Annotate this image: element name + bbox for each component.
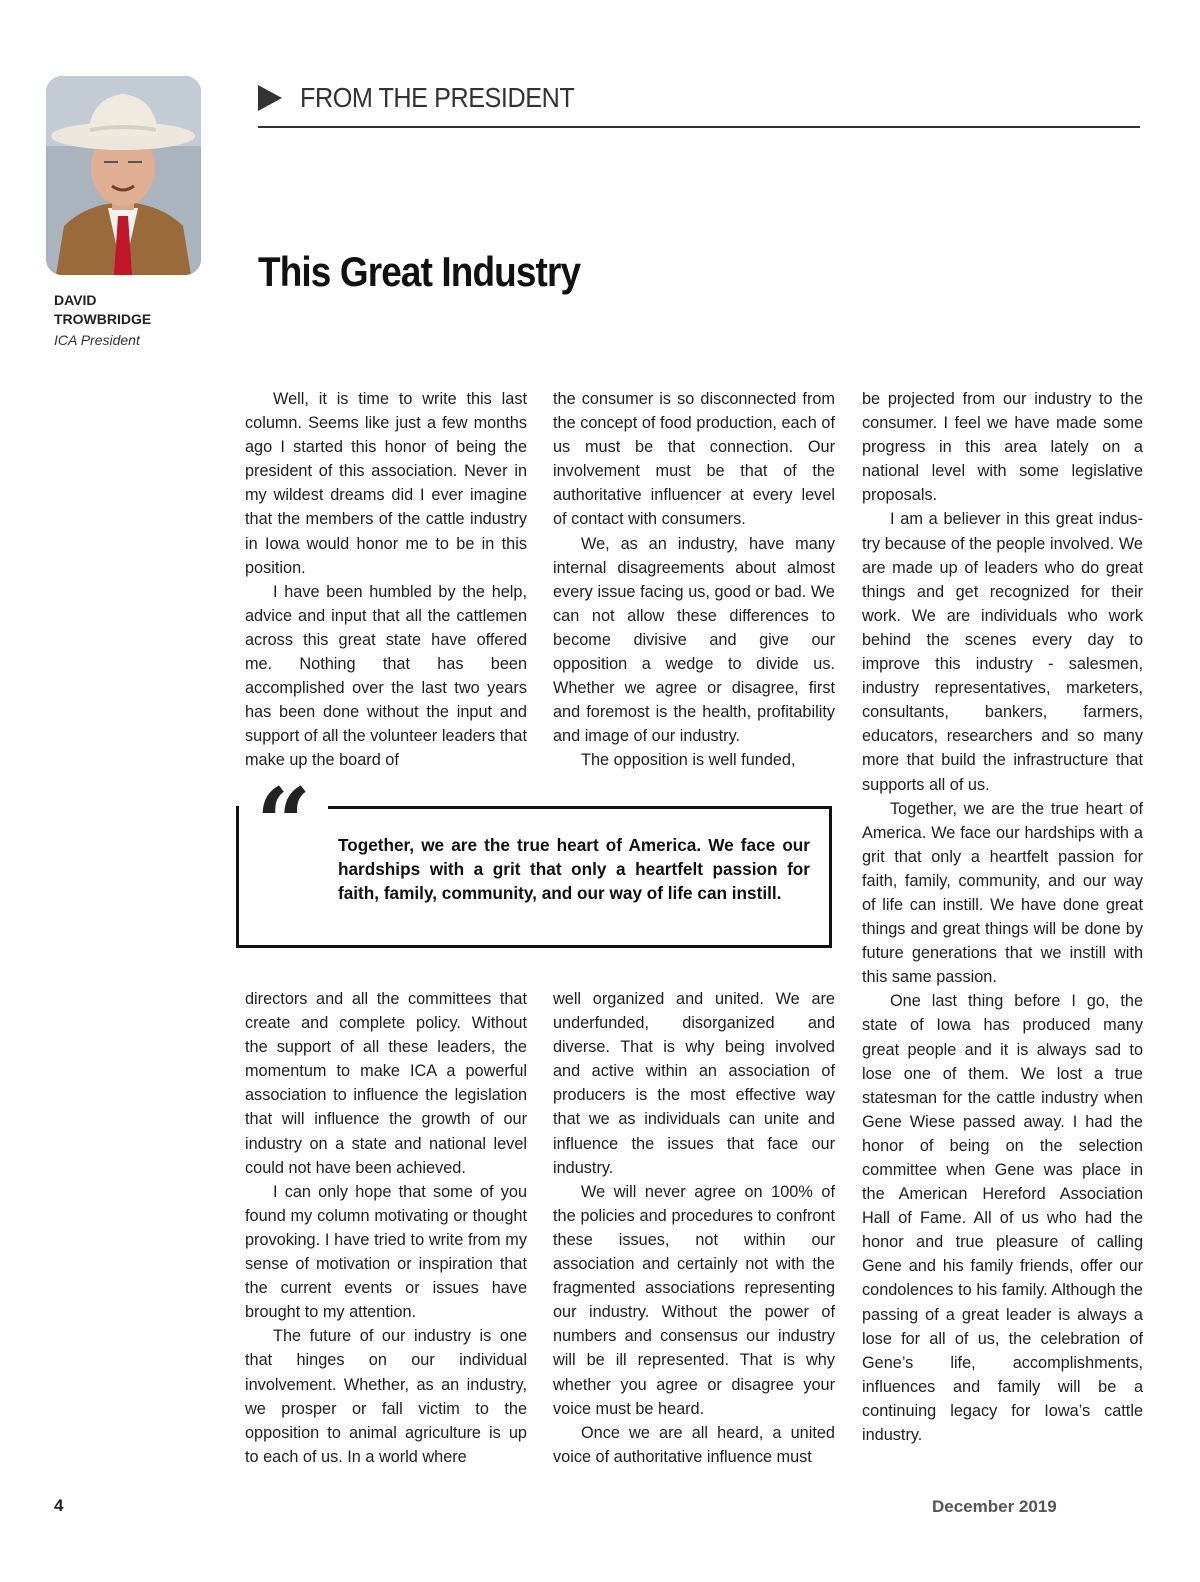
paragraph: We, as an industry, have many internal disagreements about almost every issue facing us, good or bad. We can not allow these differences to become divisive and give our opposition a wedge to divide us. Whether we agree or disagree, first and foremost is the health, profitability and image of our industry. <box>553 534 835 746</box>
paragraph: We will never agree on 100% of the policies and procedures to confront these issues, not within our association and certainly not with the fragmented associations representing our industry. Without the power of numbers and consensus our industry will be ill represented. That is why whether you agree or disagree your voice must be heard. <box>553 1182 835 1418</box>
column-3 <box>862 387 1143 1447</box>
page-number: 4 <box>54 1496 64 1515</box>
paragraph: well organized and united. We are underfunded, disorganized and diverse. That is why being involved and active within an association of producers is the most effective way that we as individuals can unite and influence the issues that face our industry. <box>553 990 835 1177</box>
author-name <box>54 291 214 329</box>
column-2-bottom <box>553 987 835 1469</box>
paragraph: I can only hope that some of you found my column motivating or thought provoking. I have tried to write from my sense of motivation or inspiration that the current events or issues have brought to my attention. <box>245 1182 527 1322</box>
play-triangle-icon <box>258 85 282 111</box>
column-2-top <box>553 387 835 773</box>
section-header <box>258 82 605 114</box>
paragraph: directors and all the committees that create and complete policy. Without the support of all these leaders, the momentum to make ICA a powerful association to influence the legislation that will influence the growth of our industry on a state and national level could not have been achieved. <box>245 990 527 1177</box>
author-first-name: DAVID <box>54 292 97 308</box>
author-photo <box>46 76 201 275</box>
quote-mark-icon: “ <box>256 767 312 880</box>
paragraph: Together, we are the true heart of America. We face our hardships with a grit that only a heartfelt passion for faith, family, community, and our way of life can instill. We have done great things and great things will be done by future generations that we instill with this same passion. <box>862 799 1143 987</box>
paragraph: The opposition is well funded, <box>581 751 796 770</box>
paragraph: be projected from our industry to the consumer. I feel we have made some progress in this area lately on a national level with some legislative proposals. <box>862 390 1143 505</box>
author-title: ICA President <box>54 332 140 348</box>
paragraph: the consumer is so disconnected from the concept of food production, each of us must be that connection. Our involvement must be that of the authoritative influencer at every level of contact with consumers. <box>553 390 835 529</box>
column-1-top <box>245 387 527 773</box>
column-1-bottom <box>245 987 527 1469</box>
paragraph: I have been humbled by the help, advice and input that all the cattlemen across this great state have offered me. Nothing that has been accomplished over the last two years has been done without the input and support of all the volunteer leaders that make up the board of <box>245 582 527 770</box>
section-label: FROM THE PRESIDENT <box>300 82 575 113</box>
paragraph: Once we are all heard, a united voice of authoritative influence must <box>553 1423 835 1466</box>
issue-date: December 2019 <box>932 1497 1057 1516</box>
paragraph: I am a believer in this great industry because of the people involved. We are made up of leaders who do great things and get recognized for their work. We are individuals who work behind the scenes every day to improve this industry - salesmen, industry representatives, marketers, consultants, bankers, farmers, educators, researchers and so many more that build the infrastructure that supports all of us. <box>862 510 1143 794</box>
paragraph: One last thing before I go, the state of Iowa has produced many great people and it is always sad to lose one of them. We lost a true statesman for the cattle industry when Gene Wiese passed away. I had the honor of being on the selection committee when Gene was place in the American Hereford Association Hall of Fame. All of us who had the honor and true pleasure of calling Gene and his family friends, offer our condolences to his family. Although the passing of a great leader is always a lose for all of us, the celebration of Gene’s life, accomplishments, influences and family will be a continuing legacy for Iowa’s cattle industry. <box>862 992 1143 1445</box>
pull-quote-text: Together, we are the true heart of America. We face our hardships with a grit that only a heartfelt passion for faith, family, community, and our way of life can instill. <box>338 835 810 903</box>
pull-quote <box>236 767 832 948</box>
paragraph: Well, it is time to write this last column. Seems like just a few months ago I started this honor of being the president of this association. Never in my wildest dreams did I ever imagine that the members of the cattle industry in Iowa would honor me to be in this position. <box>245 390 527 577</box>
article-title: This Great Industry <box>258 248 581 295</box>
header-divider <box>258 126 1140 128</box>
paragraph: The future of our industry is one that hinges on our individual involvement. Whether, as an industry, we prosper or fall victim to the opposition to animal agriculture is up to each of us. In a world where <box>245 1327 527 1466</box>
author-last-name: TROWBRIDGE <box>54 311 152 327</box>
